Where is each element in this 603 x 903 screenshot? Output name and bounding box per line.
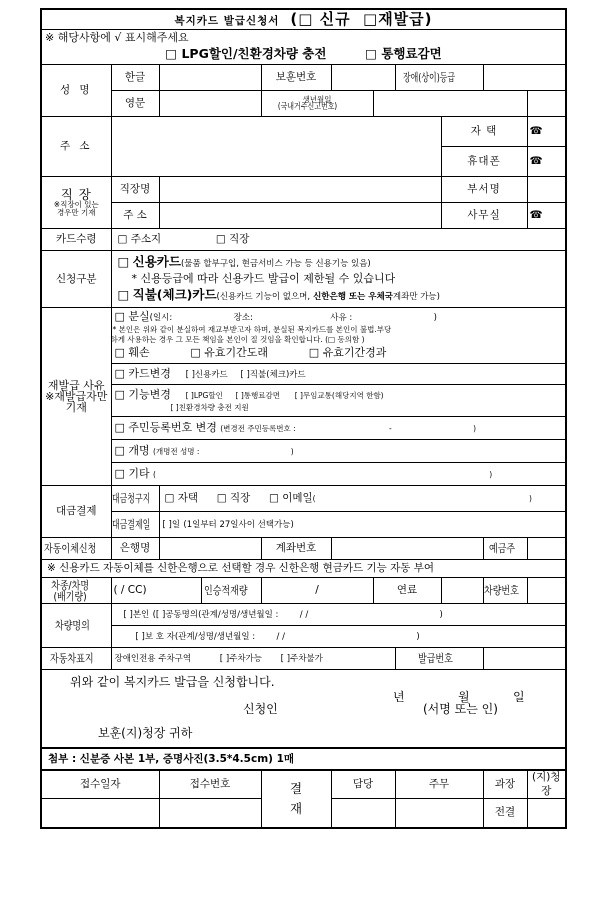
function-eco-option[interactable]: [ ]친환경차량 충전 지원 <box>170 403 249 412</box>
parking-zone-label: 장애인전용 주차구역 <box>114 654 192 665</box>
attachment-note: 첨부 : 신분증 사본 1부, 증명사진(3.5*4.5cm) 1매 <box>41 748 566 770</box>
application-type-options <box>111 251 566 308</box>
function-change-checkbox[interactable]: □ 기능변경 <box>114 388 171 402</box>
parking-options <box>111 648 395 670</box>
vehicle-plate-label: 차량번호 <box>483 578 527 604</box>
office-phone-label: 사무실 <box>441 203 527 229</box>
reissue-label: 재발급 사유 ※재발급자만 기재 <box>41 308 111 486</box>
vehicle-type-input[interactable]: ( / CC) <box>111 578 201 604</box>
phone-icon: ☎ <box>529 155 543 168</box>
card-change-checkbox[interactable]: □ 카드변경 <box>114 367 171 381</box>
card-receipt-home-checkbox[interactable]: □ 주소지 <box>117 233 162 246</box>
name-change-checkbox[interactable]: □ 개명 <box>114 443 150 457</box>
loss-checkbox[interactable]: □ 분실 <box>114 310 150 324</box>
credit-card-note: * 신용등급에 따라 신용카드 발급이 제한될 수 있습니다 <box>131 272 396 286</box>
loss-statement-line1: * 본인은 위와 같이 분실하여 재교부받고자 하며, 분실된 복지카드를 본인이 불법.부당 <box>112 325 392 335</box>
phone-icon: ☎ <box>529 125 543 138</box>
payment-label: 대금결제 <box>41 486 111 538</box>
bill-email-checkbox[interactable]: □ 이메일 <box>268 492 313 505</box>
birth-date-label: 생년월일 (국내거주신고번호) <box>261 91 373 117</box>
reissue-reason-subtable <box>112 308 566 485</box>
parking-allowed-option[interactable]: [ ]주차가능 <box>219 654 262 665</box>
title-reissue-checkbox[interactable]: □재발급 <box>363 10 425 28</box>
company-name-label: 직장명 <box>111 177 159 203</box>
instruction-text: ※ 해당사항에 √ 표시해주세요 <box>45 30 189 44</box>
name-english-input[interactable] <box>159 91 261 117</box>
work-address-label: 주 소 <box>111 203 159 229</box>
form-title: 복지카드 발급신청서 (□ 신규 □재발급) <box>41 9 566 29</box>
bill-home-checkbox[interactable]: □ 자택 <box>164 492 199 505</box>
approval-vertical-label: 결 재 <box>261 770 331 828</box>
reissue-card-change-block <box>112 364 566 385</box>
chief-header: 주무 <box>395 770 483 798</box>
account-holder-label: 예금주 <box>483 538 527 560</box>
name-english-label: 영문 <box>111 91 159 117</box>
instruction-cell <box>41 29 566 64</box>
home-phone-label: 자 택 <box>441 117 527 147</box>
disability-grade-input[interactable] <box>483 65 566 91</box>
card-change-credit-option[interactable]: [ ]신용카드 <box>185 370 228 381</box>
vehicle-owner-guardian-row: [ ]보 호 자(관계/성명/생년월일 : / / ) <box>135 632 420 643</box>
phone-icon: ☎ <box>529 209 543 222</box>
reissue-loss-block: □ 분실(일시: 장소: 사유 : ) * 본인은 위와 같이 분실하여 재교부받고자 하며, 분실된 복지카드를 본인이 불법.부당 하게 사용하는 경우 그 모든 책임을 본인이 질 것임을 확인합니다. (□ 동의함 ) □ 훼손 □ 유효기간도래 □ 유효기간경과 <box>112 308 566 363</box>
home-phone-input[interactable] <box>527 117 566 147</box>
benefit-lpg-checkbox[interactable]: □ LPG할인/친환경차량 충전 <box>165 45 327 61</box>
name-korean-input[interactable] <box>159 65 261 91</box>
manager-header: 과장 <box>483 770 527 798</box>
office-phone-input[interactable] <box>527 203 566 229</box>
work-address-input[interactable] <box>159 203 441 229</box>
reissue-rrn-change-block: □ 주민등록번호 변경 (변경전 주민등록번호 : - ) <box>112 416 566 439</box>
vehicle-capacity-input[interactable]: / <box>261 578 373 604</box>
parking-issue-number-label: 발급번호 <box>395 648 483 670</box>
expiry-past-checkbox[interactable]: □ 유효기간경과 <box>308 346 387 360</box>
manager-signature-cell[interactable]: 전결 <box>483 798 527 828</box>
declaration-block <box>41 670 566 749</box>
card-receipt-work-checkbox[interactable]: □ 직장 <box>215 233 250 246</box>
name-label: 성 명 <box>41 65 111 117</box>
bank-name-input[interactable] <box>159 538 261 560</box>
debit-card-option[interactable]: □ 직불(체크)카드(신용카드 기능이 없으며, 신한은행 또는 우체국계좌만 가능) <box>117 287 440 303</box>
vehicle-owner-subtable <box>112 604 566 647</box>
veteran-number-label: 보훈번호 <box>261 65 331 91</box>
company-name-input[interactable] <box>159 177 441 203</box>
director-signature-cell[interactable] <box>527 798 566 828</box>
account-number-label: 계좌번호 <box>261 538 331 560</box>
reissue-function-change-block: □ 기능변경 [ ]LPG할인 [ ]통행료감면 [ ]무임교통(해당지역 한함) [ ]친환경차량 충전 지원 <box>112 385 566 416</box>
work-label: 직 장 ※직장이 있는 경우만 기재 <box>41 177 111 229</box>
card-change-debit-option[interactable]: [ ]직불(체크)카드 <box>240 370 306 381</box>
function-lpg-option[interactable]: [ ]LPG할인 <box>185 391 223 401</box>
function-toll-option[interactable]: [ ]통행료감면 <box>235 391 280 401</box>
rrn-change-checkbox[interactable]: □ 주민등록번호 변경 <box>114 420 217 434</box>
mobile-phone-input[interactable] <box>527 147 566 177</box>
damage-checkbox[interactable]: □ 훼손 <box>114 346 150 360</box>
disability-grade-label: 장애(상이)등급 <box>395 65 483 91</box>
declaration-addressee: 보훈(지)청장 귀하 <box>98 726 193 741</box>
auto-transfer-label: 자동이체신청 <box>41 538 111 560</box>
bill-work-checkbox[interactable]: □ 직장 <box>216 492 251 505</box>
receipt-number-value[interactable] <box>159 798 261 828</box>
receipt-number-header: 접수번호 <box>159 770 261 798</box>
owner-self-option[interactable]: [ ]본인 <box>123 610 150 621</box>
receipt-date-value[interactable] <box>41 798 159 828</box>
declaration-year: 년 <box>393 690 405 705</box>
vehicle-fuel-label: 연료 <box>373 578 441 604</box>
department-input[interactable] <box>527 177 566 203</box>
card-receipt-label: 카드수령 <box>41 229 111 251</box>
account-holder-input[interactable] <box>527 538 566 560</box>
reissue-other-block: □ 기타 ( ) <box>114 467 493 480</box>
credit-card-option[interactable]: □ 신용카드(물품 할부구입, 현금서비스 가능 등 신용기능 있음) <box>117 254 371 270</box>
loss-statement-line2[interactable]: 하게 사용하는 경우 그 모든 책임을 본인이 질 것임을 확인합니다. (□ 동의함 ) <box>110 335 365 345</box>
parking-issue-number-input[interactable] <box>483 648 566 670</box>
address-label: 주 소 <box>41 117 111 177</box>
declaration-statement: 위와 같이 복지카드 발급을 신청합니다. <box>70 675 275 690</box>
department-label: 부서명 <box>441 177 527 203</box>
owner-joint-option[interactable]: ([ ]공동명의 <box>152 610 199 621</box>
declaration-month: 월 <box>458 690 470 705</box>
vehicle-capacity-label: 인승적재량 <box>201 578 261 604</box>
address-input[interactable] <box>111 117 441 177</box>
receipt-date-header: 접수일자 <box>41 770 159 798</box>
name-korean-label: 한글 <box>111 65 159 91</box>
vehicle-fuel-input[interactable] <box>441 578 483 604</box>
bank-name-label: 은행명 <box>111 538 159 560</box>
payment-date-field[interactable]: [ ]일 (1일부터 27일사이 선택가능) <box>159 512 566 538</box>
account-number-input[interactable] <box>331 538 483 560</box>
welfare-card-application-form <box>40 8 567 829</box>
function-transit-option[interactable]: [ ]무임교통 <box>294 391 332 401</box>
other-checkbox[interactable]: □ 기타 <box>114 467 150 480</box>
owner-guardian-option[interactable]: [ ]보 호 자 <box>135 632 175 643</box>
applicant-label: 신청인 <box>243 702 278 717</box>
veteran-number-input[interactable] <box>331 65 395 91</box>
birth-date-input[interactable] <box>373 91 527 117</box>
bill-to-label: 대금청구지 <box>111 486 159 512</box>
staff-header: 담당 <box>331 770 395 798</box>
application-type-label: 신청구분 <box>41 251 111 308</box>
vehicle-owner-joint-row: [ ]본인 ([ ]공동명의(관계/성명/생년월일 : / / ) <box>112 604 566 626</box>
vehicle-type-label: 차종/차명 (배기량) <box>41 578 111 604</box>
form-title-main: 복지카드 발급신청서 <box>174 15 280 27</box>
bill-to-options: □ 자택 □ 직장 □ 이메일( ) <box>159 486 566 512</box>
director-header: (지)청장 <box>527 770 566 798</box>
declaration-day: 일 <box>513 690 525 705</box>
staff-signature-cell[interactable] <box>331 798 395 828</box>
parking-not-allowed-option[interactable]: [ ]주차불가 <box>280 654 323 665</box>
auto-transfer-note: ※ 신용카드 자동이체를 신한은행으로 선택할 경우 신한은행 현금카드 기능 자동 부여 <box>41 560 566 578</box>
benefit-toll-checkbox[interactable]: □ 통행료감면 <box>365 45 442 61</box>
title-new-checkbox[interactable]: □ 신규 <box>298 10 351 28</box>
mobile-phone-label: 휴대폰 <box>441 147 527 177</box>
chief-signature-cell[interactable] <box>395 798 483 828</box>
card-receipt-options <box>111 229 566 251</box>
parking-label: 자동차표지 <box>41 648 111 670</box>
reissue-name-change-block: □ 개명 (개명전 성명 : ) <box>112 439 566 462</box>
vehicle-plate-input[interactable] <box>527 578 566 604</box>
vehicle-owner-label: 차량명의 <box>41 604 111 648</box>
expiry-due-checkbox[interactable]: □ 유효기간도래 <box>190 346 268 360</box>
payment-date-label: 대금결제일 <box>111 512 159 538</box>
signature-note[interactable]: (서명 또는 인) <box>423 702 498 717</box>
